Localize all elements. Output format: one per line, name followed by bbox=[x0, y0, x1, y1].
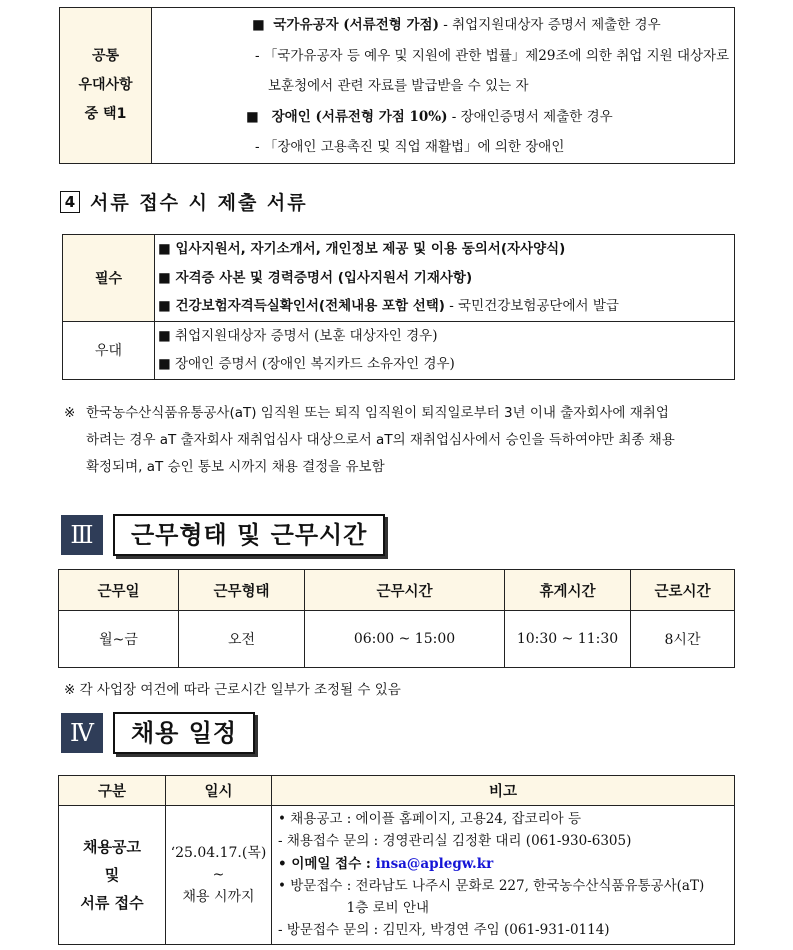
preferred-label: 우대 bbox=[63, 321, 155, 379]
work-cell: 06:00 ~ 15:00 bbox=[305, 611, 505, 668]
section3-title: 근무형태 및 근무시간 bbox=[113, 514, 385, 556]
priority-line: - 「장애인 고용촉진 및 직업 재활법」에 의한 장애인 bbox=[255, 139, 565, 155]
schedule-header: 비고 bbox=[272, 776, 735, 806]
priority-line bbox=[152, 102, 734, 133]
priority-line: 보훈청에서 관련 자료를 발급받을 수 있는 자 bbox=[268, 78, 529, 94]
section4-schedule-heading bbox=[61, 712, 255, 754]
required-docs bbox=[155, 235, 735, 322]
schedule-notes bbox=[272, 806, 735, 945]
priority-line: - 「국가유공자 등 예우 및 지원에 관한 법률」제29조에 의한 취업 지원 대상자로 bbox=[255, 47, 730, 64]
section3-heading bbox=[61, 514, 385, 556]
priority-table bbox=[59, 7, 735, 164]
disability-label: 장애인 (서류전형 가점 10%) bbox=[271, 108, 448, 125]
note-line: 확정되며, aT 승인 통보 시까지 채용 결정을 유보함 bbox=[86, 459, 385, 475]
work-header: 근무시간 bbox=[305, 570, 505, 611]
schedule-category bbox=[59, 806, 166, 945]
email-link[interactable]: insa@aplegw.kr bbox=[375, 855, 494, 872]
preferred-doc: ■ 취업지원대상자 증명서 (보훈 대상자인 경우) bbox=[158, 327, 438, 344]
documents-table bbox=[62, 234, 735, 380]
notes-line bbox=[278, 853, 734, 875]
preferred-docs bbox=[155, 321, 735, 379]
section4-title: 서류 접수 시 제출 서류 bbox=[90, 192, 308, 214]
bullet: ■ bbox=[246, 108, 259, 125]
section-roman: Ⅳ bbox=[61, 713, 103, 753]
section4-heading bbox=[60, 188, 308, 215]
note-reemployment bbox=[64, 400, 744, 481]
section-title: 채용 일정 bbox=[113, 712, 255, 754]
notes-line: • 채용공고 : 에이플 홈페이지, 고용24, 잡코리아 등 bbox=[278, 811, 582, 827]
priority-header-line: 우대사항 bbox=[78, 76, 133, 93]
required-doc-note: - 국민건강보험공단에서 발급 bbox=[444, 298, 619, 314]
required-doc-text: ■ 건강보험자격득실확인서(전체내용 포함 선택) bbox=[158, 298, 445, 314]
schedule-table bbox=[58, 775, 735, 945]
section3-roman: Ⅲ bbox=[61, 515, 103, 555]
work-header: 근무형태 bbox=[179, 570, 305, 611]
required-doc bbox=[158, 235, 734, 264]
work-header: 근무일 bbox=[59, 570, 179, 611]
note-line: 한국농수산식품유통공사(aT) 임직원 또는 퇴직 임직원이 퇴직일로부터 3년 이내 출자회사에 재취업 bbox=[86, 405, 669, 421]
veteran-label: 국가유공자 (서류전형 가점) bbox=[273, 17, 439, 33]
work-header: 휴게시간 bbox=[505, 570, 631, 611]
work-header: 근로시간 bbox=[631, 570, 735, 611]
notes-line: • 방문접수 : 전라남도 나주시 문화로 227, 한국농수산식품유통공사(aT) bbox=[278, 877, 705, 894]
work-cell: 오전 bbox=[179, 611, 305, 668]
date-line: ~ bbox=[212, 866, 225, 883]
notes-line: 1층 로비 안내 bbox=[278, 900, 430, 917]
work-cell: 월~금 bbox=[59, 611, 179, 668]
priority-header-line: 공통 bbox=[91, 47, 120, 64]
date-line: 채용 시까지 bbox=[182, 888, 255, 905]
priority-line bbox=[152, 10, 734, 41]
schedule-header: 구분 bbox=[59, 776, 166, 806]
note-hours: ※ 각 사업장 여건에 따라 근로시간 일부가 조정될 수 있음 bbox=[64, 682, 401, 698]
disability-desc: - 장애인증명서 제출한 경우 bbox=[447, 108, 613, 125]
note-mark: ※ bbox=[64, 405, 76, 421]
work-cell: 10:30 ~ 11:30 bbox=[505, 611, 631, 668]
required-doc bbox=[158, 292, 734, 321]
section4-number: 4 bbox=[60, 191, 80, 213]
email-label: • 이메일 접수 : bbox=[278, 855, 376, 872]
required-doc-text: ■ 자격증 사본 및 경력증명서 (입사지원서 기재사항) bbox=[158, 269, 473, 286]
category-line: 서류 접수 bbox=[80, 893, 144, 912]
required-doc-text: ■ 입사지원서, 자기소개서, 개인정보 제공 및 이용 동의서(자사양식) bbox=[158, 241, 566, 257]
bullet: ■ bbox=[252, 17, 265, 33]
notes-line: - 방문접수 문의 : 김민자, 박경연 주임 (061-931-0114) bbox=[278, 922, 610, 939]
required-doc bbox=[158, 264, 734, 293]
work-table bbox=[58, 569, 735, 668]
category-line: 및 bbox=[104, 865, 120, 884]
date-line: ‘25.04.17.(목) bbox=[170, 844, 267, 861]
category-line: 채용공고 bbox=[83, 837, 141, 856]
priority-body bbox=[152, 8, 735, 164]
priority-header bbox=[60, 8, 152, 164]
notes-line: - 채용접수 문의 : 경영관리실 김정환 대리 (061-930-6305) bbox=[278, 833, 632, 850]
veteran-desc: - 취업지원대상자 증명서 제출한 경우 bbox=[439, 17, 661, 33]
schedule-header: 일시 bbox=[166, 776, 272, 806]
required-label: 필수 bbox=[63, 235, 155, 322]
work-cell: 8시간 bbox=[631, 611, 735, 668]
schedule-date bbox=[166, 806, 272, 945]
note-line: 하려는 경우 aT 출자회사 재취업심사 대상으로서 aT의 재취업심사에서 승인을 득하여야만 최종 채용 bbox=[86, 432, 675, 448]
preferred-doc: ■ 장애인 증명서 (장애인 복지카드 소유자인 경우) bbox=[158, 356, 455, 372]
priority-header-line: 중 택1 bbox=[84, 105, 127, 122]
